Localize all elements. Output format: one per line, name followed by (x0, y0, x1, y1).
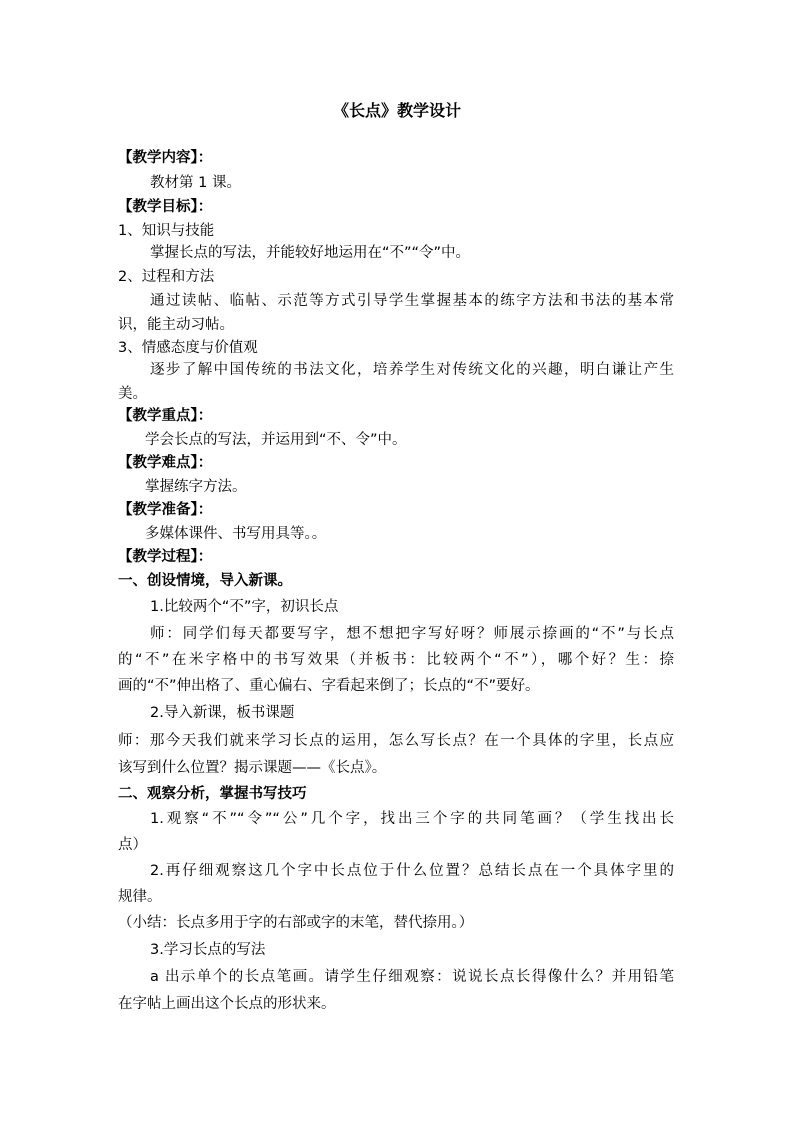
paragraph: 画的“不”伸出格了、重心偏右、字看起来倒了；长点的“不”要好。 (118, 678, 540, 694)
paragraph: 该写到什么位置？揭示课题——《长点》。 (118, 760, 387, 776)
heading-preparation: 【教学准备】： (118, 502, 213, 518)
paragraph: 通过读帖、临帖、示范等方式引导学生掌握基本的练字方法和书法的基本常 (150, 293, 674, 309)
paragraph: 3.学习长点的写法 (150, 942, 266, 958)
paragraph: 学会长点的写法，并运用到“不、令”中。 (145, 432, 407, 448)
paragraph: a 出示单个的长点笔画。请学生仔细观察：说说长点长得像什么？并用铅笔 (150, 969, 674, 985)
paragraph: 美。 (118, 386, 147, 402)
paragraph: 多媒体课件、书写用具等。。 (145, 526, 327, 542)
heading-key-points: 【教学重点】： (118, 408, 213, 424)
paragraph: 规律。 (118, 889, 162, 905)
paragraph: 逐步了解中国传统的书法文化，培养学生对传统文化的兴趣，明白谦让产生 (150, 362, 674, 378)
paragraph: 师：同学们每天都要写字，想不想把字写好呀？师展示捺画的“不”与长点 (150, 626, 674, 642)
section-heading: 二、观察分析，掌握书写技巧 (118, 786, 307, 802)
heading-teaching-goals: 【教学目标】： (118, 199, 213, 215)
heading-teaching-content: 【教学内容】： (118, 150, 213, 166)
paragraph: 2.再仔细观察这几个字中长点位于什么位置？总结长点在一个具体字里的 (150, 863, 674, 879)
section-heading: 一、创设情境，导入新课。 (118, 573, 292, 589)
paragraph: 点） (118, 837, 147, 853)
paragraph: 识，能主动习帖。 (118, 317, 234, 333)
subheading: 2、过程和方法 (118, 269, 215, 285)
paragraph: 掌握练字方法。 (145, 479, 247, 495)
paragraph: （小结：长点多用于字的右部或字的末笔，替代捺用。） (118, 915, 474, 931)
paragraph: 1.观察“不”“令”“公”几个字，找出三个字的共同笔画？（学生找出长 (150, 811, 674, 827)
heading-difficulties: 【教学难点】： (118, 455, 213, 471)
subheading: 1、知识与技能 (118, 223, 215, 239)
paragraph: 的“不”在米字格中的书写效果（并板书：比较两个“不”），哪个好？生：捺 (118, 652, 674, 668)
paragraph: 掌握长点的写法，并能较好地运用在“不”“令”中。 (150, 245, 471, 261)
paragraph: 2.导入新课，板书课题 (150, 705, 295, 721)
paragraph: 在字帖上画出这个长点的形状来。 (118, 996, 336, 1012)
heading-process: 【教学过程】： (118, 549, 213, 565)
paragraph: 1.比较两个“不”字，初识长点 (150, 599, 339, 615)
subheading: 3、情感态度与价值观 (118, 340, 258, 356)
paragraph: 教材第 1 课。 (150, 175, 241, 191)
document-title: 《长点》教学设计 (332, 101, 461, 120)
paragraph: 师：那今天我们就来学习长点的运用，怎么写长点？在一个具体的字里，长点应 (118, 733, 674, 749)
